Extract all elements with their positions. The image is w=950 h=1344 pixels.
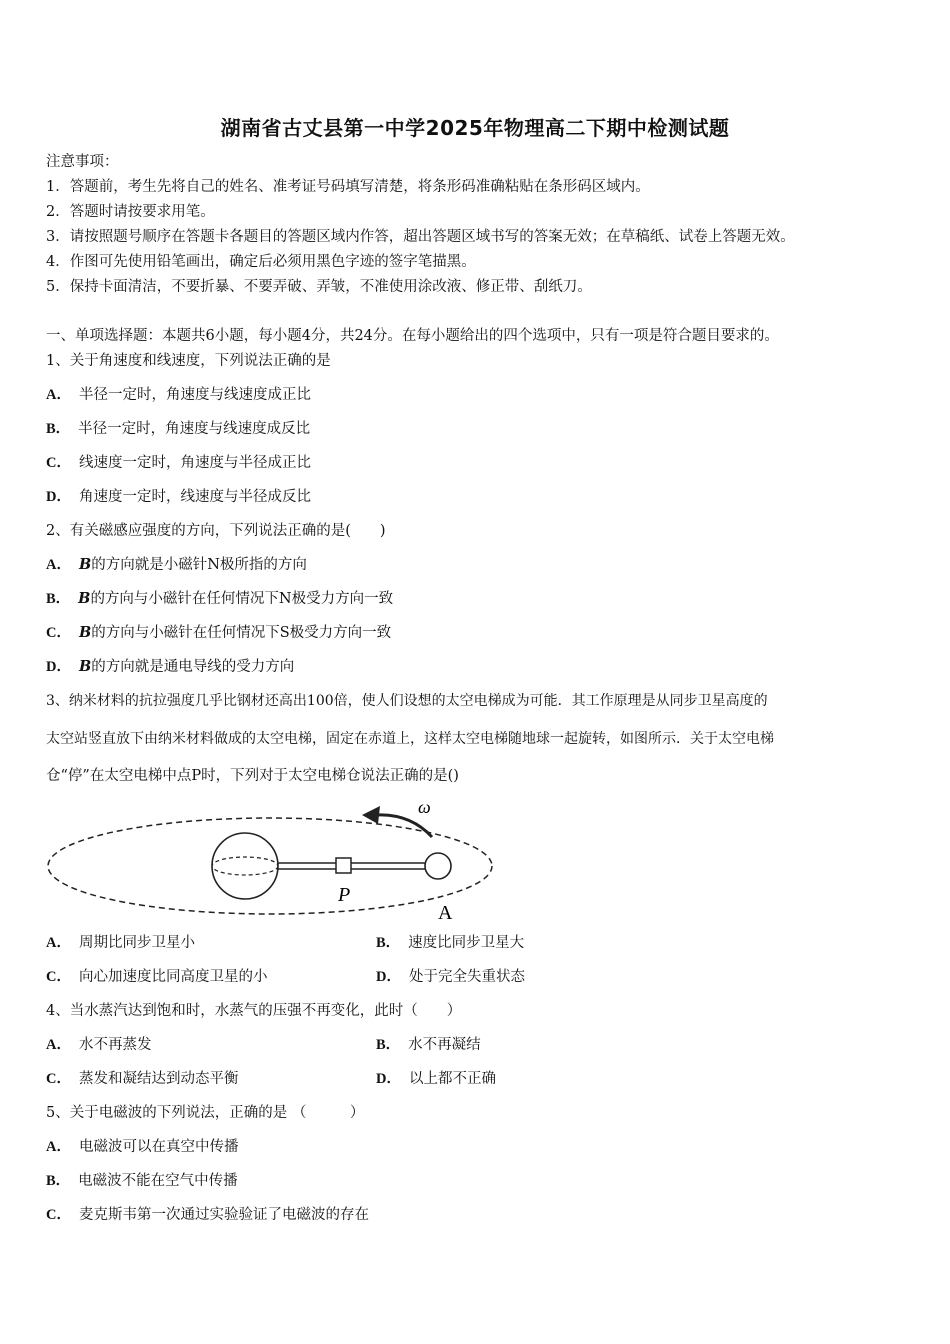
q4-option-d: D． 以上都不正确 (376, 1071, 496, 1087)
q5-stem: 5、关于电磁波的下列说法，正确的是 （ ） (46, 1105, 365, 1121)
q2-stem: 2、有关磁感应强度的方向，下列说法正确的是( ) (46, 523, 386, 539)
p-label: P (338, 884, 351, 906)
q3-option-b: B． 速度比同步卫星大 (376, 935, 525, 951)
q3-stem-line-3: 仓“停”在太空电梯中点P时，下列对于太空电梯仓说法正确的是() (46, 768, 459, 784)
notice-item-4: 4．作图可先使用铅笔画出，确定后必须用黑色字迹的签字笔描黑。 (46, 254, 476, 270)
q1-option-c: C． 线速度一定时，角速度与半径成正比 (46, 455, 311, 471)
a-label: A (438, 902, 453, 924)
arrowhead-icon (362, 806, 380, 824)
rotation-arrow (375, 815, 432, 837)
elevator-cabin-p (336, 858, 351, 873)
q4-option-c: C． 蒸发和凝结达到动态平衡 (46, 1071, 239, 1087)
q5-option-b: B． 电磁波不能在空气中传播 (46, 1173, 238, 1189)
station-a-circle (425, 853, 451, 879)
q5-option-c: C． 麦克斯韦第一次通过实验验证了电磁波的存在 (46, 1207, 369, 1223)
q2-option-a: A． B的方向就是小磁针N极所指的方向 (46, 556, 307, 573)
notice-heading: 注意事项： (46, 154, 119, 170)
q3-option-c: C． 向心加速度比同高度卫星的小 (46, 969, 268, 985)
q1-stem: 1、关于角速度和线速度，下列说法正确的是 (46, 353, 331, 369)
q2-option-b: B． B的方向与小磁针在任何情况下N极受力方向一致 (46, 590, 394, 607)
notice-item-1: 1．答题前，考生先将自己的姓名、准考证号码填写清楚，将条形码准确粘贴在条形码区域内。 (46, 179, 650, 195)
page-title: 湖南省古丈县第一中学2025年物理高二下期中检测试题 (220, 116, 730, 140)
earth-circle (212, 833, 278, 899)
q5-option-a: A． 电磁波可以在真空中传播 (46, 1139, 239, 1155)
q4-stem: 4、当水蒸汽达到饱和时，水蒸气的压强不再变化，此时（ ） (46, 1003, 462, 1019)
q1-option-a: A． 半径一定时，角速度与线速度成正比 (46, 387, 311, 403)
notice-item-2: 2．答题时请按要求用笔。 (46, 204, 215, 220)
q3-stem-line-1: 3、纳米材料的抗拉强度几乎比钢材还高出100倍，使人们设想的太空电梯成为可能．其工作原理是从同步卫星高度的 (46, 693, 768, 709)
space-elevator-figure (40, 795, 500, 925)
q4-option-a: A． 水不再蒸发 (46, 1037, 152, 1053)
q2-option-c: C． B的方向与小磁针在任何情况下S极受力方向一致 (46, 624, 392, 641)
q1-option-b: B． 半径一定时，角速度与线速度成反比 (46, 421, 311, 437)
q2-option-d: D． B的方向就是通电导线的受力方向 (46, 658, 295, 675)
q3-stem-line-2: 太空站竖直放下由纳米材料做成的太空电梯，固定在赤道上，这样太空电梯随地球一起旋转，如图所示．关于太空电梯 (46, 731, 774, 747)
q3-option-a: A． 周期比同步卫星小 (46, 935, 195, 951)
section-heading: 一、单项选择题：本题共6小题，每小题4分，共24分。在每小题给出的四个选项中，只有一项是符合题目要求的。 (46, 328, 779, 344)
q1-option-d: D． 角速度一定时，线速度与半径成反比 (46, 489, 311, 505)
notice-item-5: 5．保持卡面清洁，不要折暴、不要弄破、弄皱，不准使用涂改液、修正带、刮纸刀。 (46, 279, 592, 295)
q4-option-b: B． 水不再凝结 (376, 1037, 481, 1053)
q3-option-d: D． 处于完全失重状态 (376, 969, 525, 985)
omega-label: ω (418, 797, 431, 817)
notice-item-3: 3．请按照题号顺序在答题卡各题目的答题区域内作答，超出答题区域书写的答案无效；在草稿纸、试卷上答题无效。 (46, 229, 795, 245)
